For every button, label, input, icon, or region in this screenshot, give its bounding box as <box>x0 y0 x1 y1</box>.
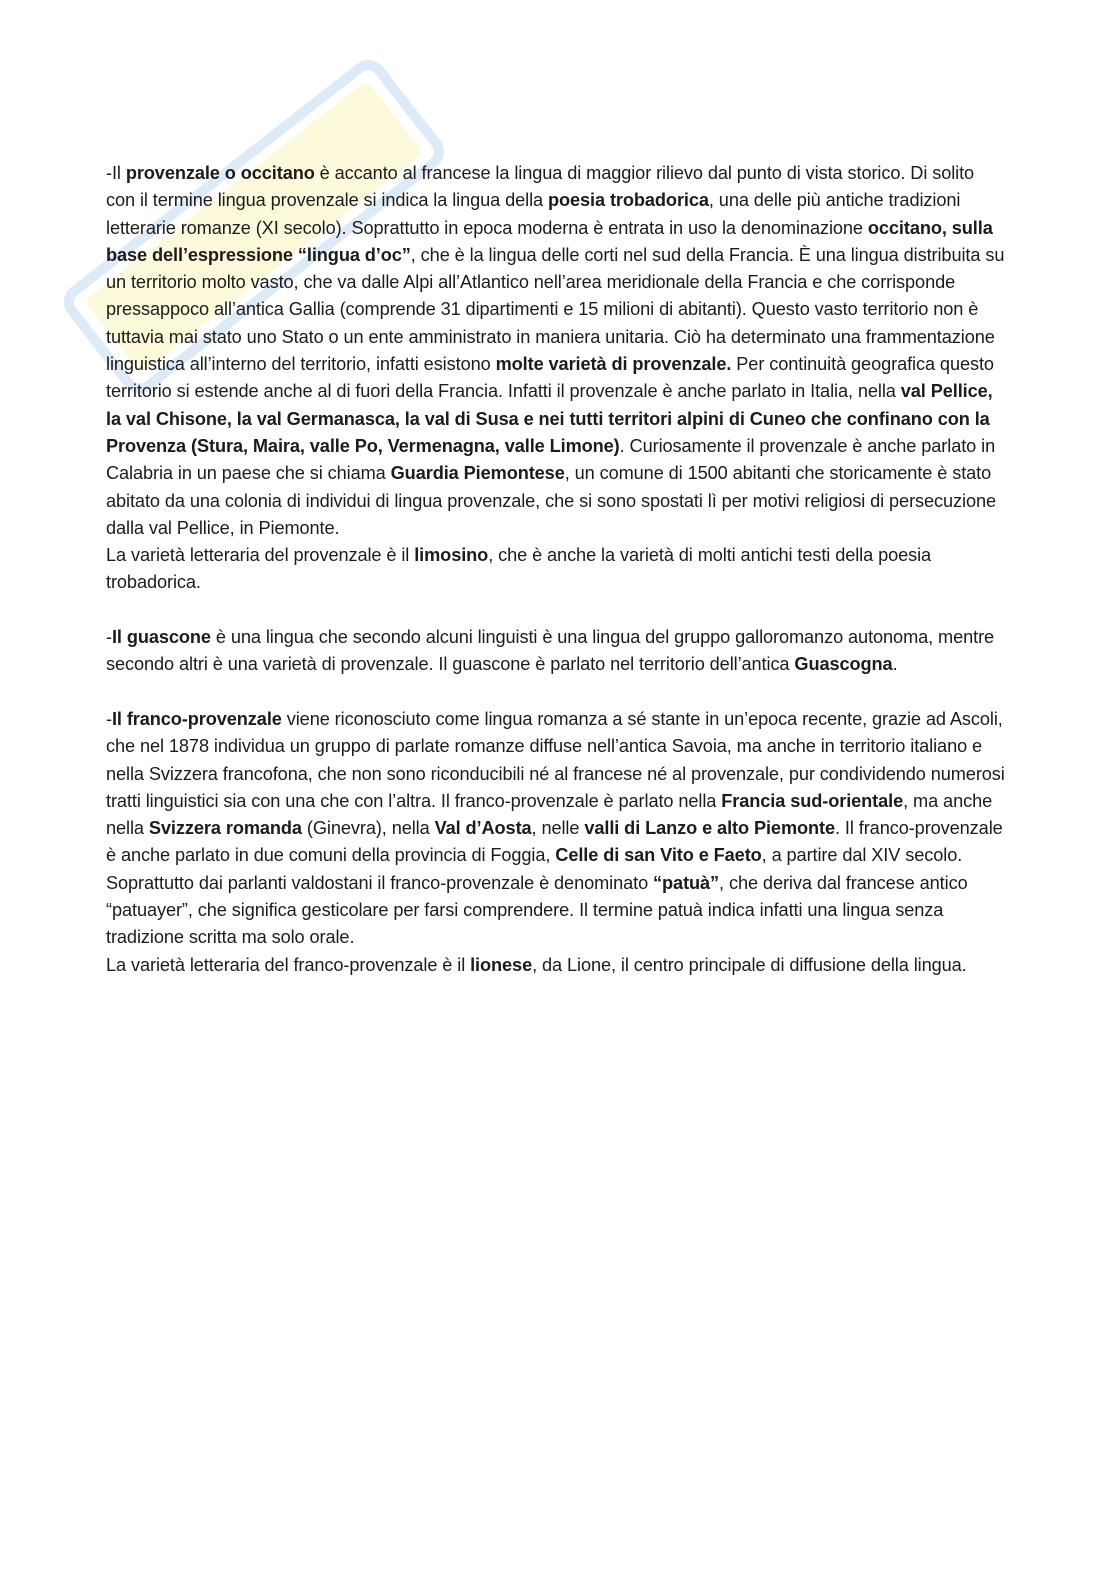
text-run: , che è anche la varietà di molti antichi testi della poesia trobadorica. <box>106 545 932 593</box>
paragraph-gap <box>106 597 1006 624</box>
paragraph-gap <box>106 679 1006 706</box>
bold-term: Val d’Aosta <box>434 818 532 839</box>
bold-term: occitano, sulla base dell’espressione “lingua d’oc” <box>106 217 993 265</box>
bold-term: poesia trobadorica <box>547 190 709 211</box>
paragraph <box>106 160 1006 542</box>
bold-term: molte varietà di provenzale. <box>495 354 732 375</box>
paragraph <box>106 624 1006 679</box>
bold-term: “patuà” <box>653 872 720 893</box>
bold-term: Svizzera romanda <box>148 818 302 839</box>
paragraph <box>106 542 1006 597</box>
text-run: - <box>106 708 112 729</box>
bold-term: Guascogna <box>794 654 893 675</box>
text-run: Per continuità geografica questo territorio si estende anche al di fuori della Francia. Infatti il provenzale è anche parlato in Italia, nella <box>106 354 994 402</box>
document-body <box>106 160 1006 979</box>
text-run: -Il <box>106 163 126 183</box>
text-run: . <box>892 654 898 675</box>
text-run: La varietà letteraria del provenzale è il <box>106 545 415 566</box>
bold-term: Il franco-provenzale <box>111 708 282 729</box>
bold-term: Il guascone <box>111 627 211 648</box>
paragraph <box>106 952 1006 979</box>
bold-term: limosino <box>414 545 489 566</box>
text-run: , che deriva dal francese antico “patuayer”, che significa gesticolare per farsi comprendere. Il termine patuà indica infatti una lingua senza tradizione scritta ma solo orale. <box>106 872 968 948</box>
bold-term: Guardia Piemontese <box>390 463 565 484</box>
text-run: - <box>106 627 112 648</box>
text-run: La varietà letteraria del franco-provenzale è il <box>106 954 471 975</box>
text-run: viene riconosciuto come lingua romanza a sé stante in un’epoca recente, grazie ad Ascoli, che nel 1878 individua un gruppo di parlate romanze diffuse nell’antica Savoia, ma anche in territorio italiano e nella Svizzera francofona, che non sono riconducibili né al francese né al provenzale, pur condividendo numerosi tratti linguistici sia con una che con l’altra. Il franco-provenzale è parlato nella <box>106 708 1005 811</box>
bold-term: provenzale o occitano <box>125 163 315 183</box>
bold-term: val Pellice, la val Chisone, la val Germanasca, la val di Susa e nei tutti territori alpini di Cuneo che confinano con la Provenza (Stura, Maira, valle Po, Vermenagna, valle Limone) <box>106 381 993 456</box>
section-2 <box>106 624 1006 679</box>
text-run: . Il franco-provenzale è anche parlato in due comuni della provincia di Foggia, <box>106 818 1003 866</box>
text-run: . Curiosamente il provenzale è anche parlato in Calabria in un paese che si chiama <box>106 435 996 484</box>
text-run: è accanto al francese la lingua di maggior rilievo dal punto di vista storico. Di solito con il termine lingua provenzale si indica la lingua della <box>106 163 975 211</box>
section-3 <box>106 706 1006 979</box>
text-run: , ma anche nella <box>106 790 993 839</box>
bold-term: Celle di san Vito e Faeto <box>555 845 762 866</box>
text-run: è una lingua che secondo alcuni linguisti è una lingua del gruppo galloromanzo autonoma, mentre secondo altri è una varietà di provenzale. Il guascone è parlato nel territorio dell’antica <box>106 627 995 675</box>
bold-term: valli di Lanzo e alto Piemonte <box>584 818 836 839</box>
text-run: (Ginevra), nella <box>301 818 435 839</box>
section-1 <box>106 160 1006 597</box>
text-run: , una delle più antiche tradizioni letterarie romanze (XI secolo). Soprattutto in epoca moderna è entrata in uso la denominazione <box>106 190 961 238</box>
text-run: , a partire dal XIV secolo. Soprattutto dai parlanti valdostani il franco-provenzale è denominato <box>106 845 963 893</box>
text-run: , un comune di 1500 abitanti che storicamente è stato abitato da una colonia di individui di lingua provenzale, che si sono spostati lì per motivi religiosi di persecuzione dalla val Pellice, in Piemonte. <box>106 463 997 538</box>
bold-term: Francia sud-orientale <box>721 790 904 811</box>
paragraph <box>106 706 1006 952</box>
text-run: , da Lione, il centro principale di diffusione della lingua. <box>532 954 967 975</box>
bold-term: lionese <box>470 954 533 975</box>
text-run: , che è la lingua delle corti nel sud della Francia. È una lingua distribuita su un territorio molto vasto, che va dalle Alpi all’Atlantico nell’area meridionale della Francia e che corrisponde pressappoco all’antica Gallia (comprende 31 dipartimenti e 15 milioni di abitanti). Questo vasto territorio non è tuttavia mai stato uno Stato o un ente amministrato in maniera unitaria. Ciò ha determinato una frammentazione linguistica all’interno del territorio, infatti esistono <box>106 244 1005 375</box>
text-run: , nelle <box>531 818 585 839</box>
